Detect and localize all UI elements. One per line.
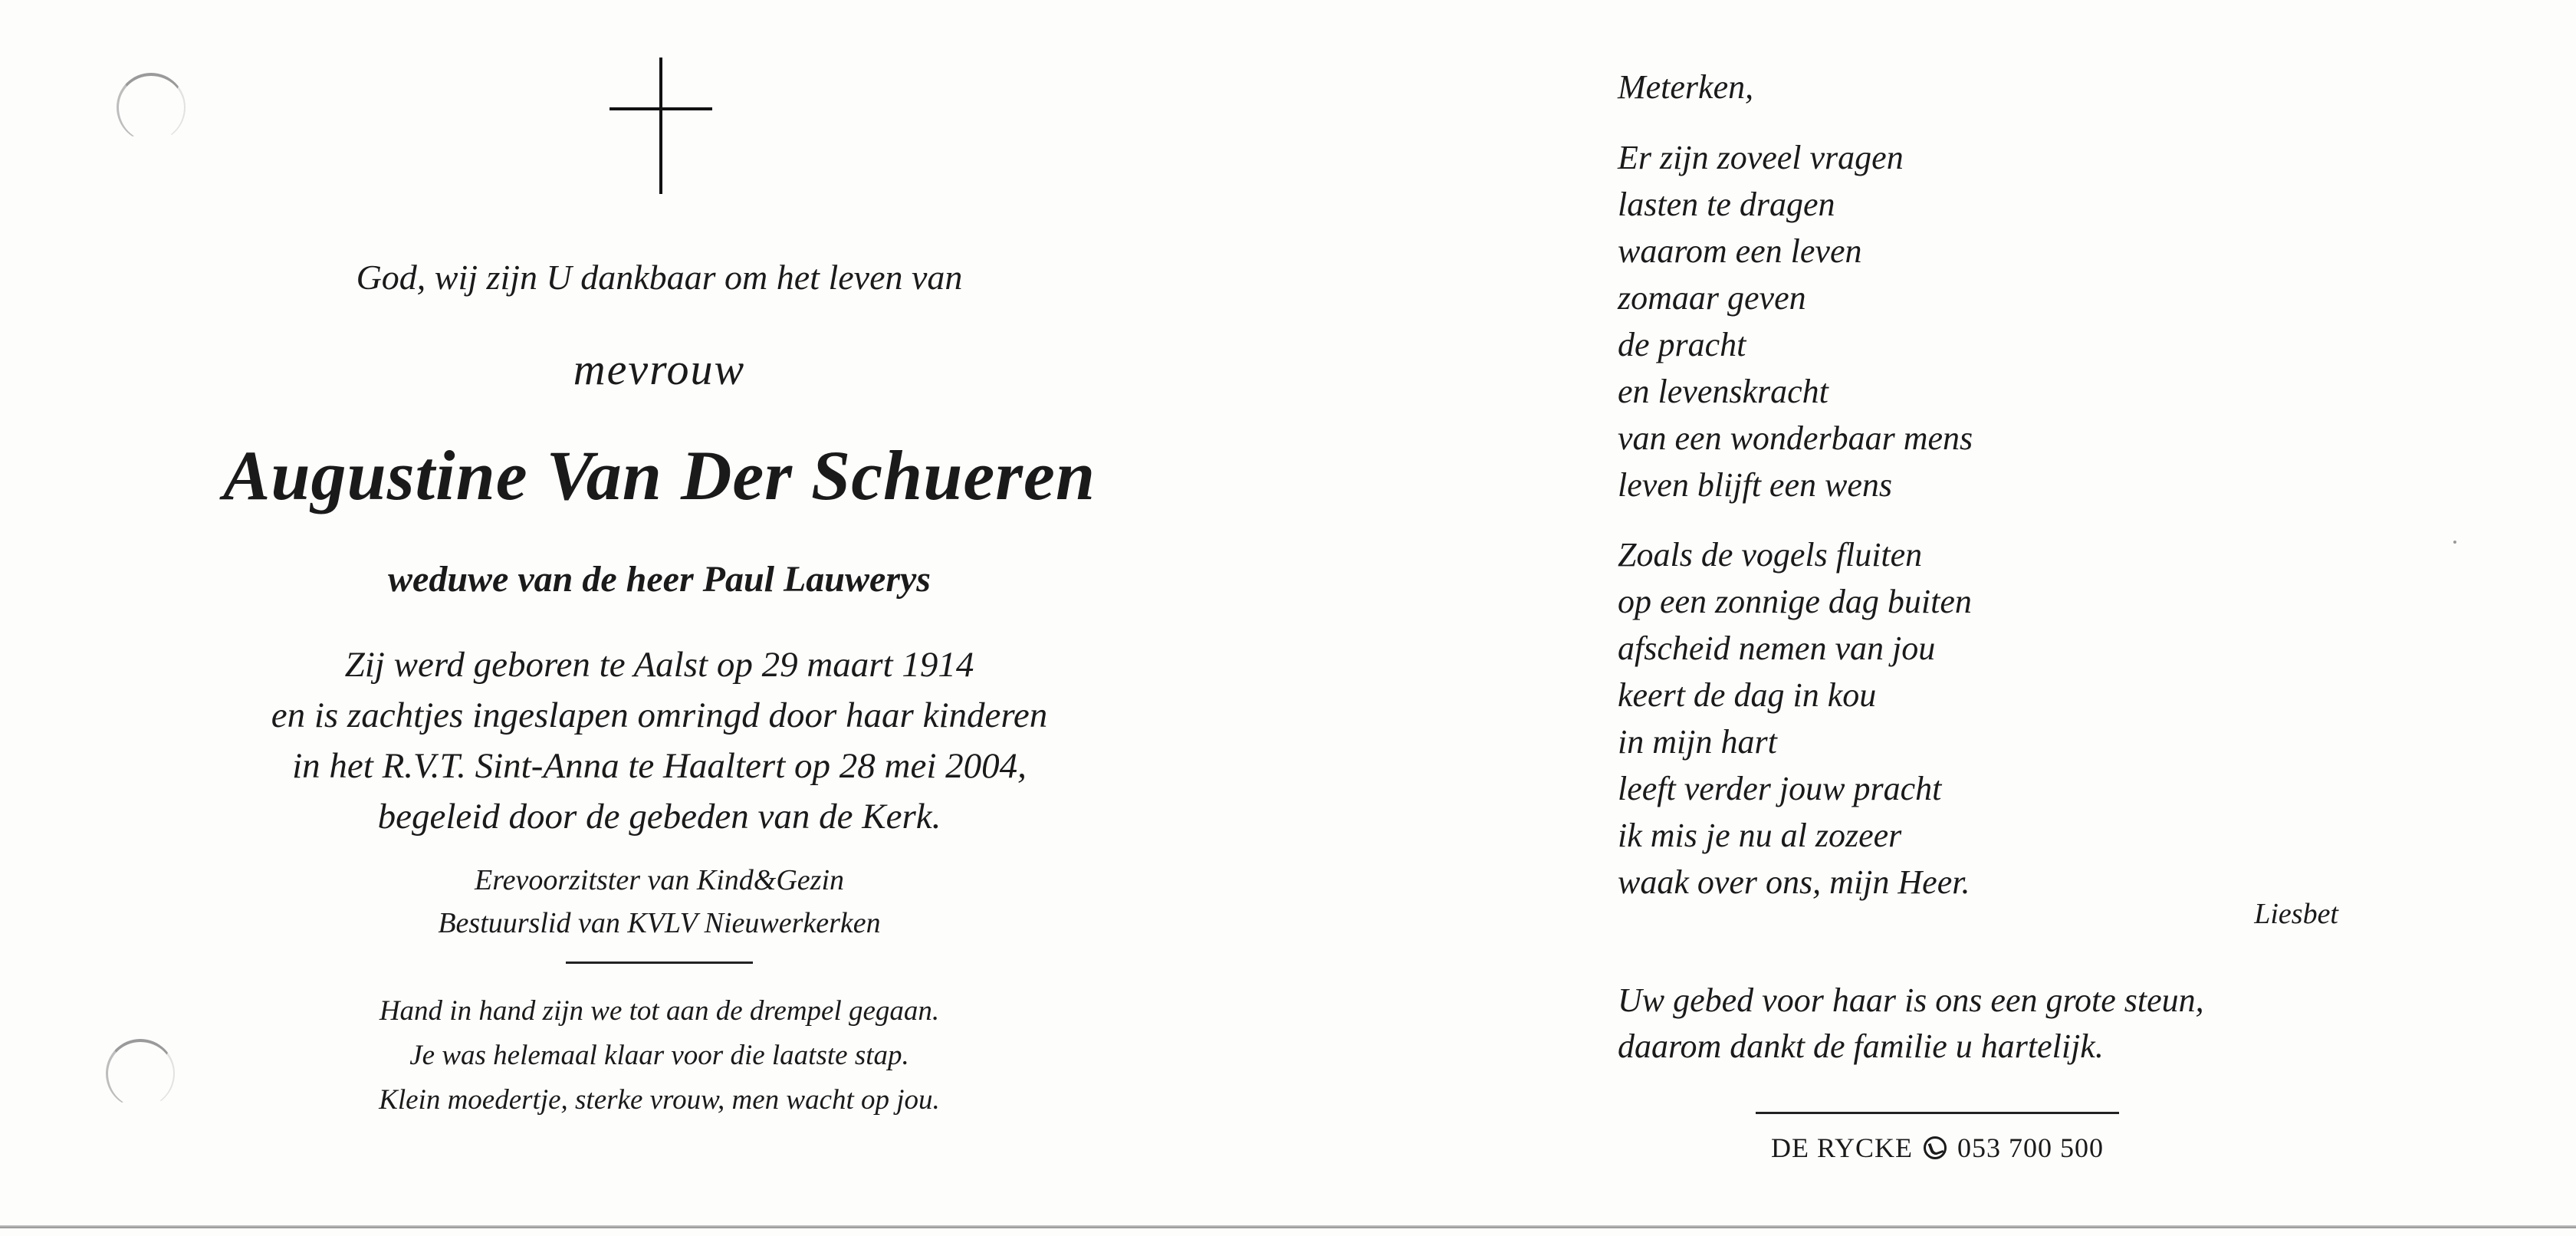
paper-speck bbox=[2453, 541, 2456, 544]
function-line: Erevoorzitster van Kind&Gezin bbox=[475, 864, 844, 896]
life-details-line: begeleid door de gebeden van de Kerk. bbox=[377, 797, 941, 837]
thanks-line: Uw gebed voor haar is ons een grote steun, bbox=[1618, 981, 2204, 1019]
undertaker-name: DE RYCKE bbox=[1770, 1132, 1913, 1163]
undertaker-info bbox=[1756, 1132, 2119, 1164]
card-bottom-edge bbox=[0, 1225, 2576, 1228]
poem-greeting: Meterken, bbox=[1618, 68, 1754, 106]
title-word: mevrouw bbox=[573, 344, 746, 394]
poem-line: ik mis je nu al zozeer bbox=[1618, 817, 1902, 854]
poem-line: waarom een leven bbox=[1618, 232, 1862, 270]
life-details-line: Zij werd geboren te Aalst op 29 maart 1914 bbox=[344, 645, 974, 685]
thanks-line: daarom dankt de familie u hartelijk. bbox=[1618, 1027, 2104, 1065]
quote-line: Hand in hand zijn we tot aan de drempel gegaan. bbox=[379, 995, 940, 1027]
poem-line: zomaar geven bbox=[1618, 279, 1806, 317]
poem-stanza-2 bbox=[1618, 531, 1972, 906]
right-divider bbox=[1756, 1112, 2119, 1114]
life-details-line: en is zachtjes ingeslapen omringd door haar kinderen bbox=[271, 695, 1048, 735]
poem-line: in mijn hart bbox=[1618, 723, 1777, 761]
left-divider bbox=[566, 962, 753, 964]
phone-icon bbox=[1924, 1136, 1947, 1159]
quote-line: Klein moedertje, sterke vrouw, men wacht op jou. bbox=[379, 1084, 940, 1116]
widow-line: weduwe van de heer Paul Lauwerys bbox=[388, 559, 931, 600]
life-details bbox=[100, 639, 1219, 842]
poem-line: van een wonderbaar mens bbox=[1618, 419, 1973, 457]
left-panel bbox=[100, 0, 1219, 1196]
cross-icon bbox=[610, 58, 712, 194]
left-quote bbox=[100, 989, 1219, 1123]
poem-line: keert de dag in kou bbox=[1618, 676, 1877, 714]
poem-line: Zoals de vogels fluiten bbox=[1618, 536, 1923, 574]
poem-author: Liesbet bbox=[2254, 898, 2338, 930]
functions bbox=[100, 859, 1219, 945]
life-details-line: in het R.V.T. Sint-Anna te Haaltert op 28 mei 2004, bbox=[292, 746, 1027, 786]
thanks-text bbox=[1618, 978, 2204, 1070]
poem-line: de pracht bbox=[1618, 326, 1746, 363]
poem-line: lasten te dragen bbox=[1618, 186, 1835, 223]
poem-line: en levenskracht bbox=[1618, 373, 1829, 410]
poem-line: op een zonnige dag buiten bbox=[1618, 583, 1972, 620]
poem-line: Er zijn zoveel vragen bbox=[1618, 139, 1904, 176]
poem-line: leven blijft een wens bbox=[1618, 466, 1892, 504]
function-line: Bestuurslid van KVLV Nieuwerkerken bbox=[438, 907, 881, 939]
poem-line: waak over ons, mijn Heer. bbox=[1618, 863, 1970, 901]
right-panel bbox=[1610, 0, 2453, 1196]
poem-line: leeft verder jouw pracht bbox=[1618, 770, 1942, 807]
deceased-name: Augustine Van Der Schueren bbox=[223, 436, 1096, 514]
poem-stanza-1 bbox=[1618, 134, 1973, 508]
poem-line: afscheid nemen van jou bbox=[1618, 630, 1936, 667]
quote-line: Je was helemaal klaar voor die laatste stap. bbox=[409, 1040, 909, 1071]
undertaker-phone: 053 700 500 bbox=[1957, 1132, 2104, 1163]
intro-text: God, wij zijn U dankbaar om het leven van bbox=[356, 258, 963, 297]
